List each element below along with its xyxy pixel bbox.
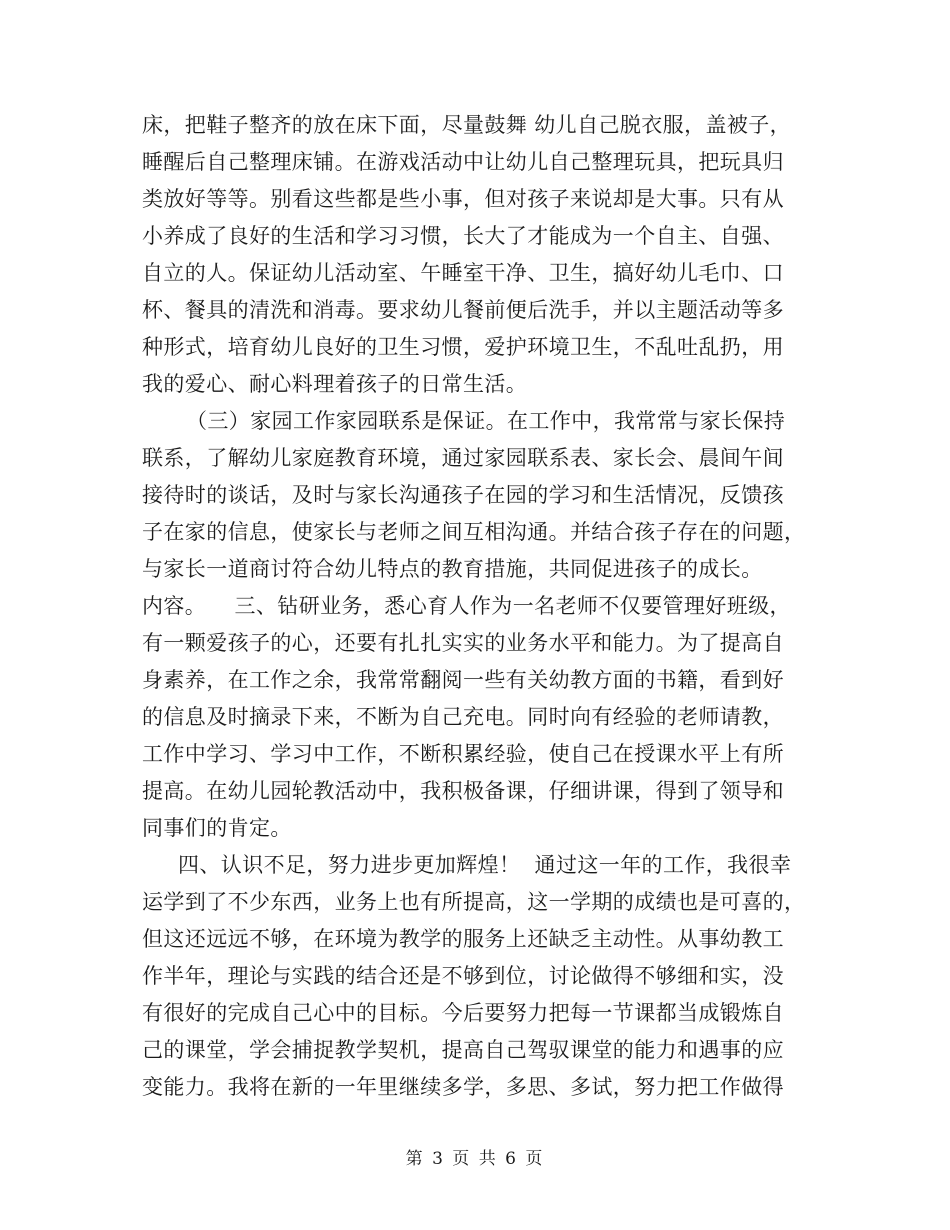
- text-line: 子在家的信息，使家长与老师之间互相沟通。并结合孩子存在的问题，: [142, 520, 806, 544]
- text-line: 我的爱心、耐心料理着孩子的日常生活。: [142, 372, 528, 396]
- text-line: 种形式，培育幼儿良好的卫生习惯，爱护环境卫生，不乱吐乱扔，用: [142, 335, 784, 359]
- text-line: 同事们的肯定。: [142, 816, 292, 840]
- text-line: 联系，了解幼儿家庭教育环境，通过家园联系表、家长会、晨间午间: [142, 446, 784, 470]
- text-line: 工作中学习、学习中工作，不断积累经验，使自己在授课水平上有所: [142, 742, 784, 766]
- text-line: 有一颗爱孩子的心，还要有扎扎实实的业务水平和能力。为了提高自: [142, 631, 784, 655]
- text-line: 身素养，在工作之余，我常常翻阅一些有关幼教方面的书籍，看到好: [142, 668, 784, 692]
- text-line: 小养成了良好的生活和学习习惯，长大了才能成为一个自主、自强、: [142, 224, 784, 248]
- text-line: 床，把鞋子整齐的放在床下面，尽量鼓舞 幼儿自己脱衣服，盖被子，: [142, 113, 792, 137]
- text-line: 接待时的谈话，及时与家长沟通孩子在园的学习和生活情况，反馈孩: [142, 483, 784, 507]
- text-line: 运学到了不少东西，业务上也有所提高，这一学期的成绩也是可喜的，: [142, 890, 806, 914]
- text-line: 类放好等等。别看这些都是些小事，但对孩子来说却是大事。只有从: [142, 187, 784, 211]
- text-line: 变能力。我将在新的一年里继续多学，多思、多试，努力把工作做得: [142, 1075, 784, 1099]
- text-line: 内容。 三、钻研业务，悉心育人作为一名老师不仅要管理好班级，: [142, 594, 791, 618]
- text-line: 作半年，理论与实践的结合还是不够到位，讨论做得不够细和实，没: [142, 964, 784, 988]
- text-line: 有很好的完成自己心中的目标。今后要努力把每一节课都当成锻炼自: [142, 1001, 784, 1025]
- paragraph-start-line: 四、认识不足，努力进步更加辉煌！ 通过这一年的工作，我很幸: [178, 853, 792, 877]
- paragraph-start-line: （三）家园工作家园联系是保证。在工作中，我常常与家长保持: [186, 409, 786, 433]
- page-number-footer: 第 3 页 共 6 页: [405, 1149, 545, 1169]
- text-line: 但这还远远不够，在环境为教学的服务上还缺乏主动性。从事幼教工: [142, 927, 784, 951]
- text-line: 杯、餐具的清洗和消毒。要求幼儿餐前便后洗手，并以主题活动等多: [142, 298, 784, 322]
- text-line: 与家长一道商讨符合幼儿特点的教育措施，共同促进孩子的成长。: [142, 557, 763, 581]
- text-line: 己的课堂，学会捕捉教学契机，提高自己驾驭课堂的能力和遇事的应: [142, 1038, 784, 1062]
- text-line: 的信息及时摘录下来，不断为自己充电。同时向有经验的老师请教，: [142, 705, 784, 729]
- text-line: 睡醒后自己整理床铺。在游戏活动中让幼儿自己整理玩具，把玩具归: [142, 150, 784, 174]
- text-line: 自立的人。保证幼儿活动室、午睡室干净、卫生，搞好幼儿毛巾、口: [142, 261, 784, 285]
- text-line: 提高。在幼儿园轮教活动中，我积极备课，仔细讲课，得到了领导和: [142, 779, 784, 803]
